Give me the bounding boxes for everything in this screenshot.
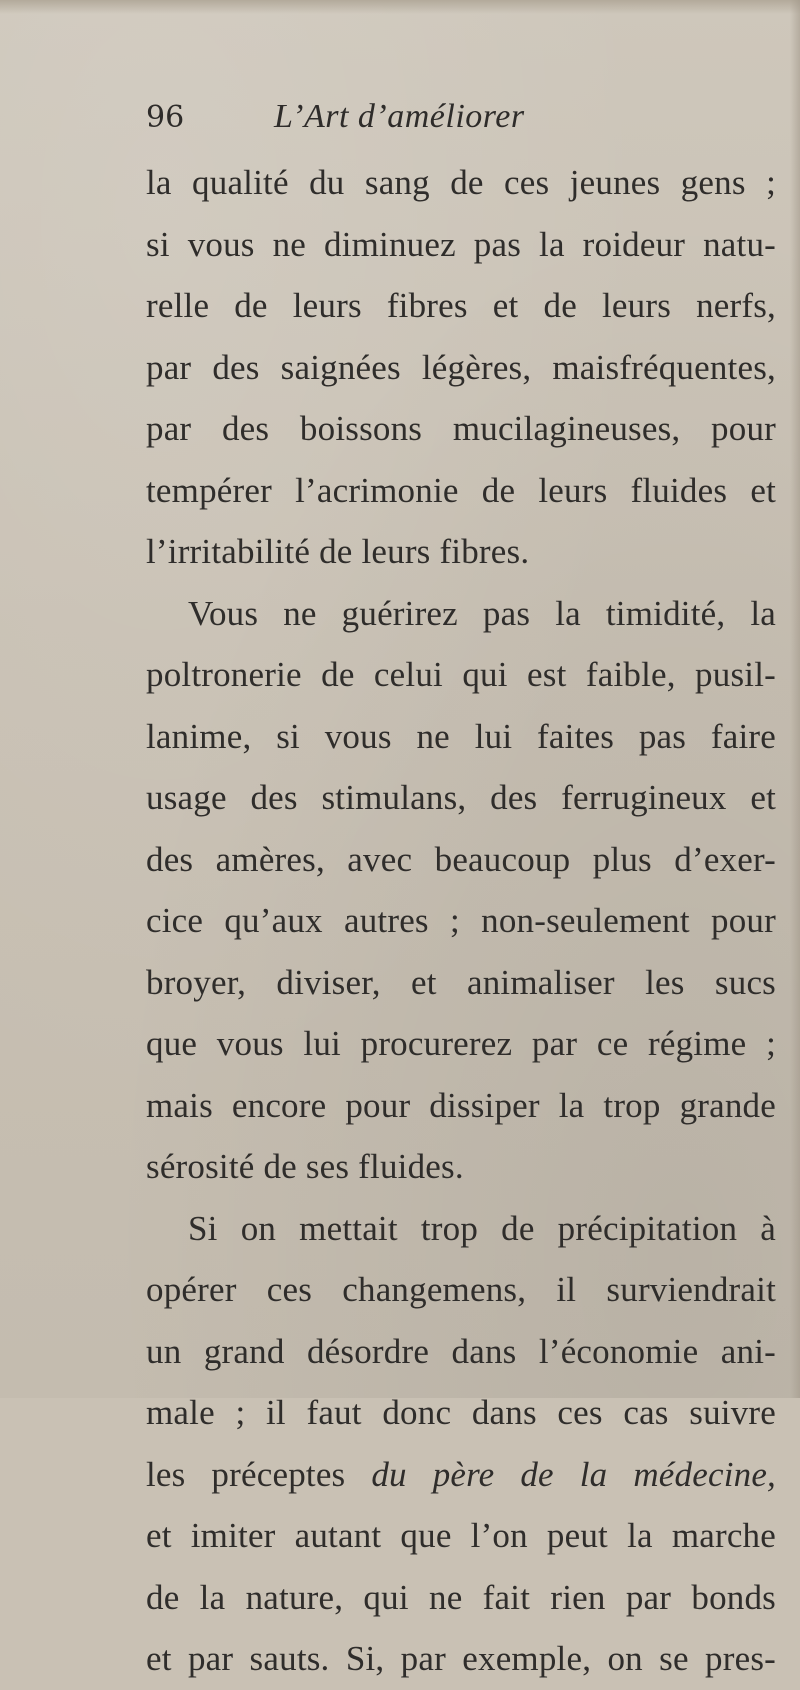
- running-title: L’Art d’améliorer: [274, 98, 525, 135]
- italic-phrase: du père de la médecine,: [371, 1454, 777, 1494]
- body-text: [146, 152, 776, 1690]
- text-line: que vous lui procurerez par ce régime ;: [146, 1024, 776, 1063]
- text-line: de la nature, qui ne fait rien par bonds: [146, 1577, 776, 1617]
- text-line-with-italic: [146, 1444, 776, 1506]
- paragraph-start-line: Si on mettait trop de précipitation à: [188, 1208, 776, 1248]
- text-line: par des saignées légères, maisfréquentes,: [146, 347, 776, 387]
- paragraph-start-line: Vous ne guérirez pas la timidité, la: [188, 593, 776, 633]
- text-line: poltronerie de celui qui est faible, pusil-: [146, 655, 776, 694]
- text-line: des amères, avec beaucoup plus d’exer-: [146, 839, 776, 879]
- text-line: cice qu’aux autres ; non-seulement pour: [146, 901, 776, 940]
- text-line: usage des stimulans, des ferrugineux et: [146, 778, 776, 817]
- text-line: lanime, si vous ne lui faites pas faire: [146, 716, 776, 756]
- text-line: broyer, diviser, et animaliser les sucs: [146, 962, 776, 1002]
- page-right-edge: [790, 0, 800, 1398]
- page-top-edge: [0, 0, 800, 14]
- text-line: par des boissons mucilagineuses, pour: [146, 409, 776, 448]
- text-line: et imiter autant que l’on peut la marche: [146, 1516, 776, 1555]
- text-line: male ; il faut donc dans ces cas suivre: [146, 1393, 776, 1432]
- text-line: la qualité du sang de ces jeunes gens ;: [146, 163, 776, 202]
- text-line: tempérer l’acrimonie de leurs fluides et: [146, 470, 776, 510]
- text-line: un grand désordre dans l’économie ani-: [146, 1331, 776, 1371]
- page-number: 96: [146, 100, 185, 135]
- running-head: [146, 96, 766, 146]
- paragraph-end-line: sérosité de ses fluides.: [146, 1147, 464, 1186]
- text-line: mais encore pour dissiper la trop grande: [146, 1085, 776, 1125]
- text-line: relle de leurs fibres et de leurs nerfs,: [146, 286, 776, 325]
- text-line: et par sauts. Si, par exemple, on se pres-: [146, 1639, 776, 1678]
- text-line: opérer ces changemens, il surviendrait: [146, 1270, 776, 1309]
- text-line: si vous ne diminuez pas la roideur natu-: [146, 224, 776, 264]
- text-segment: les préceptes: [146, 1454, 346, 1494]
- paragraph-end-line: l’irritabilité de leurs fibres.: [146, 532, 530, 571]
